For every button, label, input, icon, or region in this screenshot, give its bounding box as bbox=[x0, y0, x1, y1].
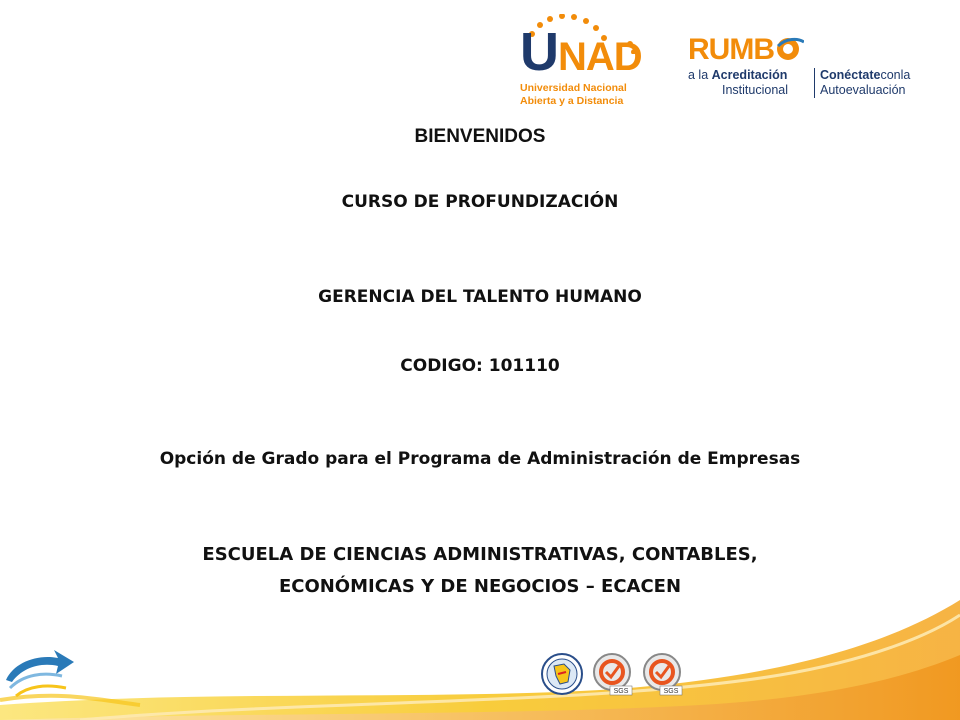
unad-name-line1: Universidad Nacional bbox=[520, 82, 627, 94]
rumbo-o-icon bbox=[774, 36, 804, 62]
unad-logo bbox=[514, 12, 654, 108]
rumbo-tagline-1: a la Acreditación bbox=[688, 68, 788, 82]
rumbo-right-line2: Autoevaluación bbox=[820, 83, 906, 97]
course-name: GERENCIA DEL TALENTO HUMANO bbox=[318, 287, 642, 307]
unad-name-line2: Abierta y a Distancia bbox=[520, 95, 624, 107]
svg-text:SGS: SGS bbox=[613, 688, 629, 695]
svg-text:SGS: SGS bbox=[663, 688, 679, 695]
school-name-line1: ESCUELA DE CIENCIAS ADMINISTRATIVAS, CONTABLES, bbox=[202, 544, 758, 565]
sgs-seal-icon bbox=[590, 652, 634, 696]
unad-wordmark: UNAD bbox=[520, 22, 642, 82]
sgs-seal-icon bbox=[640, 652, 684, 696]
rumbo-divider bbox=[814, 68, 815, 98]
degree-option: Opción de Grado para el Programa de Administración de Empresas bbox=[159, 449, 801, 469]
rumbo-wordmark: RUMB bbox=[688, 34, 804, 66]
rumbo-logo bbox=[688, 34, 928, 104]
school-name-line2: ECONÓMICAS Y DE NEGOCIOS – ECACEN bbox=[278, 576, 682, 597]
colombia-seal-icon bbox=[540, 652, 584, 696]
rumbo-tagline-2: Institucional bbox=[722, 83, 789, 97]
course-code: CODIGO: 101110 bbox=[400, 356, 560, 376]
certification-seals bbox=[540, 652, 690, 700]
rumbo-right-line1: Conéctateconla bbox=[820, 68, 911, 82]
course-type: CURSO DE PROFUNDIZACIÓN bbox=[341, 192, 619, 212]
corner-arrow-icon bbox=[0, 640, 80, 700]
welcome-heading: BIENVENIDOS bbox=[414, 126, 546, 147]
